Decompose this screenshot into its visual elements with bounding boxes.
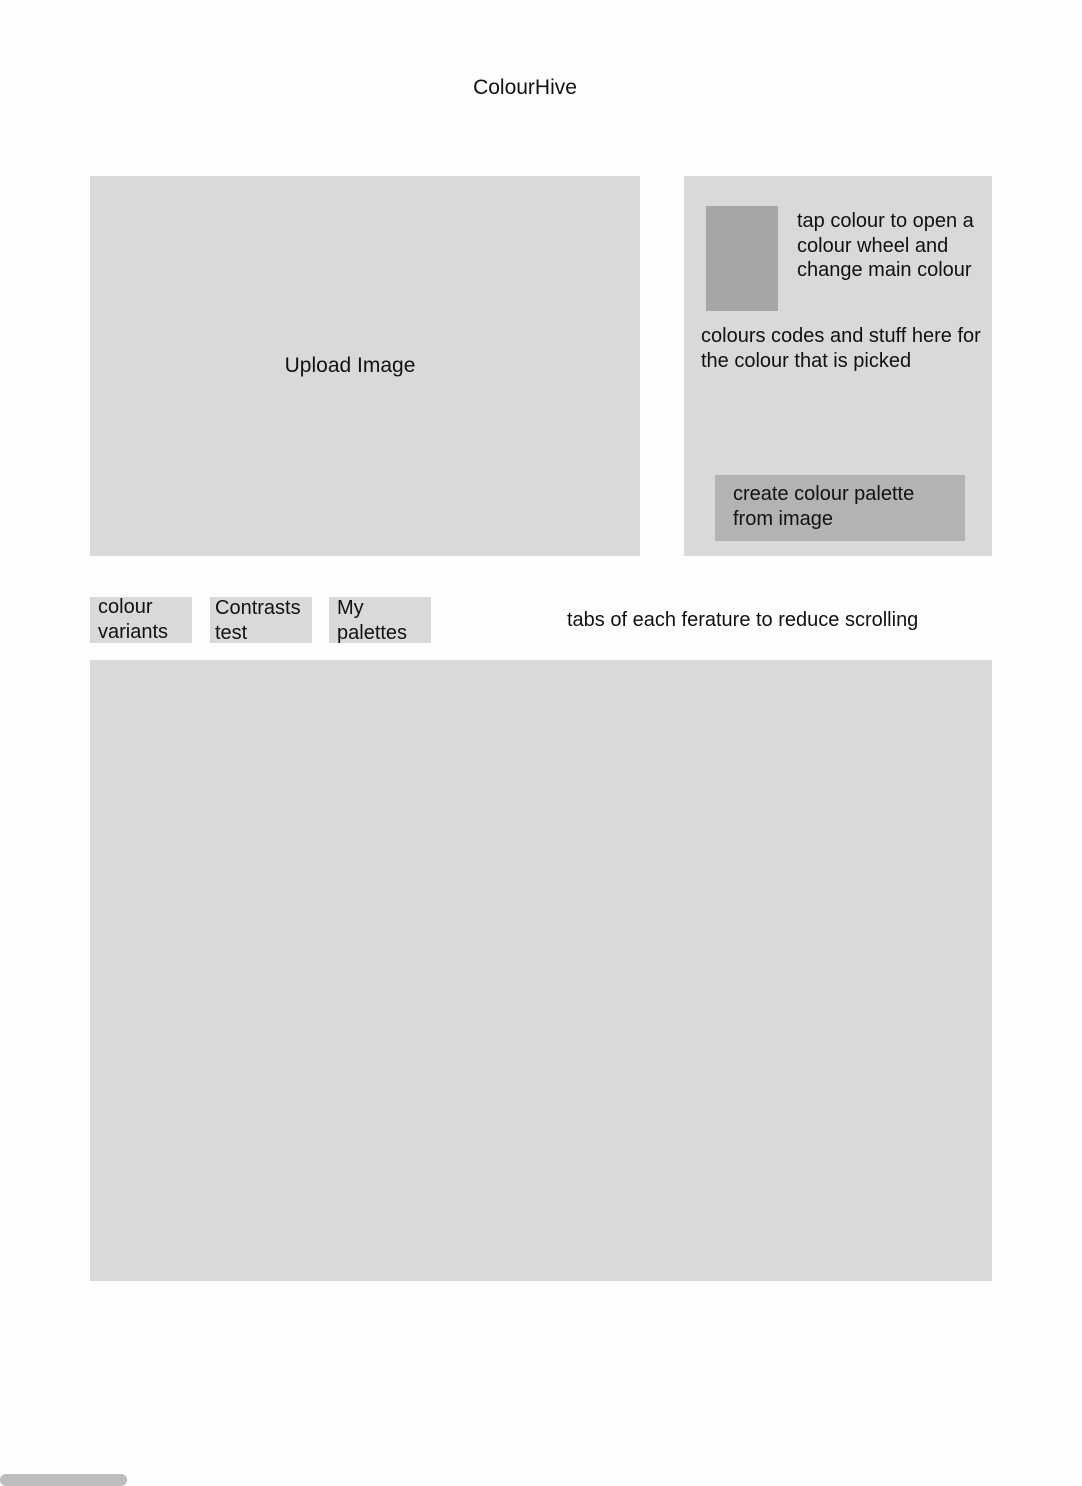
create-palette-button[interactable] xyxy=(715,475,965,541)
tab-my-palettes[interactable] xyxy=(329,597,431,643)
main-colour-swatch[interactable] xyxy=(706,206,778,311)
tabs-note: tabs of each ferature to reduce scrolling xyxy=(567,609,919,631)
swatch-hint-text: tap colour to open a colour wheel and change main colour xyxy=(797,210,974,281)
upload-image-label: Upload Image xyxy=(284,354,416,377)
create-palette-button-label: create colour palette from image xyxy=(733,483,915,530)
colour-details-panel xyxy=(684,176,992,556)
app-title: ColourHive xyxy=(473,76,577,99)
tab-my-palettes-label: My palettes xyxy=(337,597,408,644)
tab-colour-variants-label: colour variants xyxy=(98,596,169,643)
tab-contrasts-test[interactable] xyxy=(210,597,312,643)
tab-colour-variants[interactable] xyxy=(90,597,192,643)
scrollbar-thumb[interactable] xyxy=(0,1474,127,1486)
tab-content-area xyxy=(90,660,992,1281)
tab-contrasts-test-label: Contrasts test xyxy=(215,597,301,644)
upload-image-area[interactable] xyxy=(90,176,640,556)
colour-codes-text: colours codes and stuff here for the colour that is picked xyxy=(701,325,981,372)
